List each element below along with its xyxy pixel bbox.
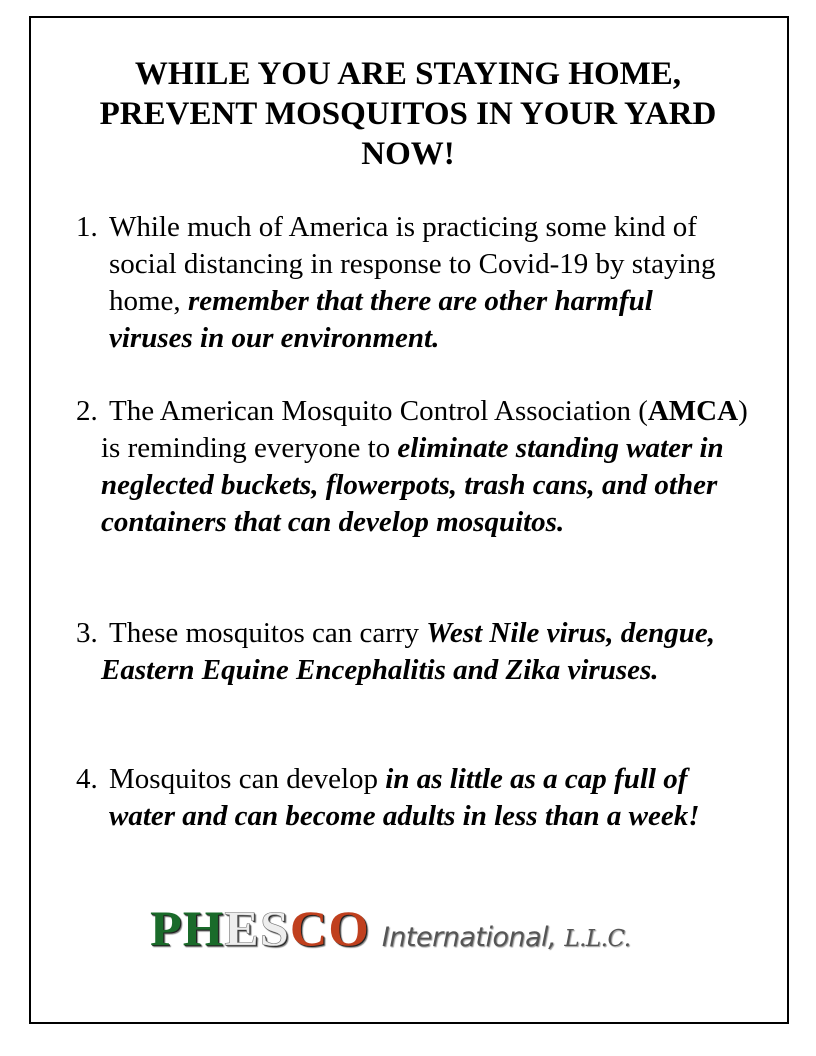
logo-tagline — [382, 922, 631, 953]
item-text-continued: ) is reminding everyone to — [101, 395, 748, 464]
logo-tagline-text: International, — [381, 922, 557, 953]
logo-letter: S — [259, 902, 290, 957]
item-emphasis: West Nile virus, dengue, Eastern Equine Encephalitis and Zika viruses. — [101, 617, 715, 686]
item-emphasis: in as little as a cap full of water and can become adults in less than a week! — [109, 763, 700, 832]
item-text: While much of America is practicing some kind of social distancing in response to Covid-19 by staying home, — [109, 211, 716, 317]
item-number: 1. — [76, 211, 98, 243]
title-line-3: NOW! — [361, 136, 455, 172]
logo-letter: E — [224, 902, 260, 957]
logo-suffix: L.L.C. — [564, 926, 631, 952]
item-number: 2. — [76, 395, 98, 427]
logo-letter: P — [150, 902, 183, 957]
item-number: 4. — [76, 763, 98, 795]
page-title — [0, 54, 816, 174]
title-line-1: WHILE YOU ARE STAYING HOME, — [134, 56, 682, 92]
list-item-4 — [76, 761, 736, 835]
item-text: Mosquitos can develop — [109, 763, 379, 795]
item-body — [76, 209, 736, 357]
company-logo — [150, 900, 631, 970]
list-item-3 — [76, 615, 756, 689]
logo-letter: C — [289, 902, 329, 957]
logo-brand — [150, 901, 370, 957]
title-line-2: PREVENT MOSQUITOS IN YOUR YARD — [99, 96, 717, 132]
logo-letter: H — [182, 902, 225, 957]
item-acronym: AMCA — [647, 395, 739, 427]
item-number: 3. — [76, 617, 98, 649]
logo-letter: O — [328, 902, 370, 957]
list-item-2 — [76, 393, 756, 541]
item-text: The American Mosquito Control Association ( — [109, 395, 648, 427]
list-item-1 — [76, 209, 736, 357]
item-body — [76, 761, 736, 835]
item-emphasis: eliminate standing water in neglected buckets, flowerpots, trash cans, and other containers that can develop mosquitos. — [101, 432, 724, 538]
item-emphasis: remember that there are other harmful viruses in our environment. — [109, 285, 653, 354]
item-body — [76, 615, 756, 689]
item-body — [76, 393, 756, 541]
item-text: These mosquitos can carry — [109, 617, 420, 649]
